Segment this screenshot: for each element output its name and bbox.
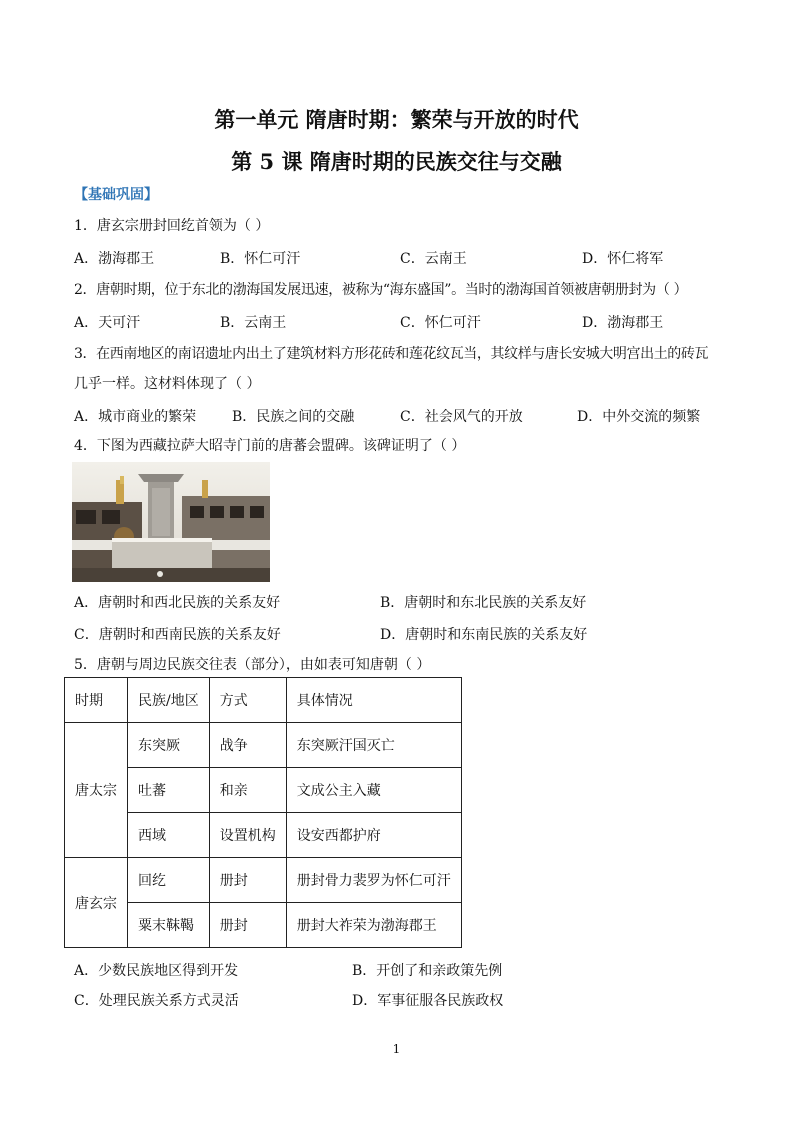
q3-option-b: B．民族之间的交融	[232, 409, 355, 425]
question-1-stem: 1．唐玄宗册封回纥首领为（ ）	[74, 218, 270, 234]
table-header-row	[65, 678, 462, 723]
q3-option-d: D．中外交流的频繁	[577, 409, 701, 425]
question-3-stem-line-1: 3．在西南地区的南诏遗址内出土了建筑材料方形花砖和莲花纹瓦当，其纹样与唐长安城大明宫出土的砖瓦	[74, 346, 709, 362]
table-cell-period: 唐太宗	[65, 723, 128, 858]
q5-option-d: D．军事征服各民族政权	[352, 993, 504, 1009]
table-header-cell: 方式	[209, 678, 286, 723]
q4-option-b: B．唐朝时和东北民族的关系友好	[380, 595, 587, 611]
table-cell: 设安西都护府	[286, 813, 461, 858]
ethnic-relations-table	[64, 677, 462, 948]
q1-option-b: B．怀仁可汗	[220, 251, 301, 267]
table-cell: 东突厥	[128, 723, 210, 768]
table-cell: 和亲	[209, 768, 286, 813]
q2-option-a: A．天可汗	[74, 315, 141, 331]
table-cell: 文成公主入藏	[286, 768, 461, 813]
question-3-stem-line-2: 几乎一样。这材料体现了（ ）	[74, 376, 261, 392]
unit-title: 第一单元 隋唐时期：繁荣与开放的时代	[214, 107, 579, 132]
table-cell: 册封骨力裴罗为怀仁可汗	[286, 858, 461, 903]
table-cell: 册封	[209, 903, 286, 948]
table-cell: 东突厥汗国灭亡	[286, 723, 461, 768]
table-cell-period: 唐玄宗	[65, 858, 128, 948]
question-4-stem: 4．下图为西藏拉萨大昭寺门前的唐蕃会盟碑。该碑证明了（ ）	[74, 438, 466, 454]
table-cell: 册封大祚荣为渤海郡王	[286, 903, 461, 948]
table-cell: 粟末靺鞨	[128, 903, 210, 948]
table-row	[65, 858, 462, 903]
q3-option-c: C．社会风气的开放	[400, 409, 523, 425]
q1-option-d: D．怀仁将军	[582, 251, 664, 267]
table-cell: 战争	[209, 723, 286, 768]
table-header-cell: 具体情况	[286, 678, 461, 723]
q4-option-c: C．唐朝时和西南民族的关系友好	[74, 627, 281, 643]
q4-option-d: D．唐朝时和东南民族的关系友好	[380, 627, 588, 643]
question-2-stem: 2．唐朝时期，位于东北的渤海国发展迅速，被称为“海东盛国”。当时的渤海国首领被唐朝册封为（ ）	[74, 282, 688, 298]
q2-option-b: B．云南王	[220, 315, 287, 331]
table-cell: 西域	[128, 813, 210, 858]
q1-option-c: C．云南王	[400, 251, 467, 267]
q5-option-b: B．开创了和亲政策先例	[352, 963, 503, 979]
table-cell: 回纥	[128, 858, 210, 903]
q2-option-d: D．渤海郡王	[582, 315, 664, 331]
table-header-cell: 民族/地区	[128, 678, 210, 723]
table-cell: 吐蕃	[128, 768, 210, 813]
table-cell: 册封	[209, 858, 286, 903]
q3-option-a: A．城市商业的繁荣	[74, 409, 197, 425]
lesson-title: 第 5 课 隋唐时期的民族交往与交融	[231, 149, 562, 174]
table-cell: 设置机构	[209, 813, 286, 858]
q2-option-c: C．怀仁可汗	[400, 315, 481, 331]
q5-option-c: C．处理民族关系方式灵活	[74, 993, 239, 1009]
table-row	[65, 723, 462, 768]
q1-option-a: A．渤海郡王	[74, 251, 155, 267]
section-heading: 【基础巩固】	[74, 187, 158, 203]
q5-option-a: A．少数民族地区得到开发	[74, 963, 239, 979]
tang-tibet-alliance-stele-photo	[72, 462, 270, 582]
page-number: 1	[392, 1042, 401, 1056]
question-5-stem: 5．唐朝与周边民族交往表（部分），由如表可知唐朝（ ）	[74, 657, 431, 673]
table-header-cell: 时期	[65, 678, 128, 723]
q4-option-a: A．唐朝时和西北民族的关系友好	[74, 595, 281, 611]
